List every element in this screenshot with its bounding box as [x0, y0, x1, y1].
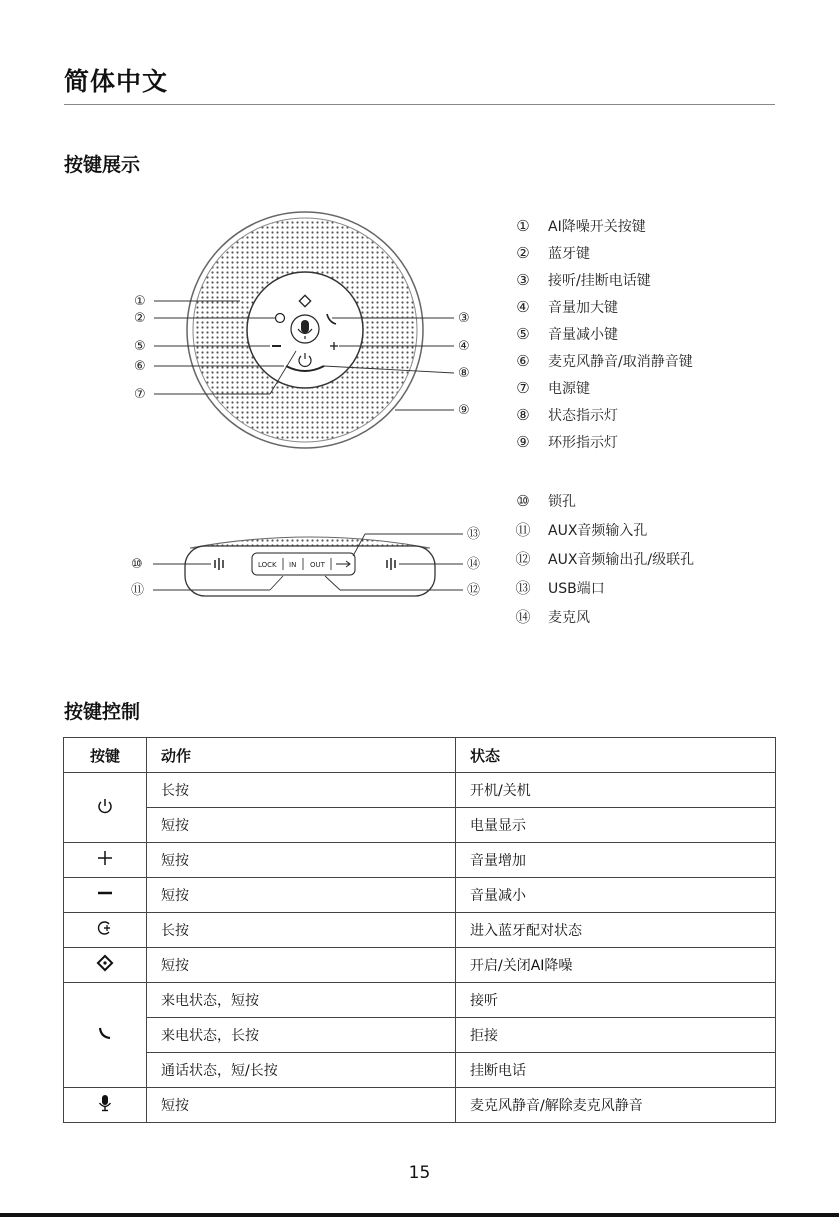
- key-cell: [64, 878, 147, 913]
- table-row: [64, 878, 776, 913]
- port-label-out: OUT: [310, 561, 325, 569]
- table-row: [64, 913, 776, 948]
- bottom-border: [0, 1213, 839, 1217]
- legend-num: ⑬: [515, 579, 531, 597]
- status-cell: 音量减小: [456, 878, 776, 913]
- phone-icon: [96, 1024, 114, 1042]
- callout-4: ④: [458, 339, 470, 354]
- legend-label: AUX音频输入孔: [548, 523, 648, 539]
- section-heading-buttons-control: 按键控制: [64, 701, 141, 723]
- key-cell: [64, 948, 147, 983]
- power-icon: [96, 797, 114, 815]
- legend-num: ④: [516, 298, 530, 316]
- action-cell: 来电状态，长按: [147, 1018, 456, 1053]
- header-key: 按键: [64, 738, 147, 773]
- callout-3: ③: [458, 311, 470, 326]
- key-cell: [64, 773, 147, 843]
- status-cell: 麦克风静音/解除麦克风静音: [456, 1088, 776, 1123]
- legend-label: 音量加大键: [548, 300, 618, 316]
- legend-label: AUX音频输出孔/级联孔: [548, 552, 695, 568]
- legend-label: 蓝牙键: [548, 246, 590, 262]
- action-cell: 短按: [147, 948, 456, 983]
- legend-num: ⑩: [516, 492, 530, 510]
- page-number: 15: [408, 1163, 431, 1183]
- ai-noise-icon: [96, 954, 114, 972]
- key-cell: [64, 1088, 147, 1123]
- table-row: [64, 808, 776, 843]
- key-cell: [64, 843, 147, 878]
- legend-num: ⑦: [516, 379, 530, 397]
- action-cell: 短按: [147, 1088, 456, 1123]
- legend-label: 锁孔: [548, 494, 576, 510]
- table-row: [64, 1053, 776, 1088]
- callout-11: ⑪: [131, 583, 145, 598]
- callout-1: ①: [134, 294, 146, 309]
- callout-5: ⑤: [134, 339, 146, 354]
- legend-num: ⑤: [516, 325, 530, 343]
- legend-num: ⑪: [515, 521, 531, 539]
- table-row: [64, 1018, 776, 1053]
- legend-label: 麦克风静音/取消静音键: [548, 354, 693, 370]
- legend-label: 接听/挂断电话键: [548, 273, 651, 289]
- legend-label: 音量减小键: [548, 327, 618, 343]
- status-cell: 进入蓝牙配对状态: [456, 913, 776, 948]
- table-row: [64, 948, 776, 983]
- action-cell: 来电状态，短按: [147, 983, 456, 1018]
- legend-num: ⑨: [516, 433, 530, 451]
- callout-6: ⑥: [134, 359, 146, 374]
- section-heading-buttons-display: 按键展示: [64, 154, 141, 176]
- status-cell: 挂断电话: [456, 1053, 776, 1088]
- legend-label: 麦克风: [548, 610, 590, 626]
- minus-icon: [96, 884, 114, 902]
- status-cell: 音量增加: [456, 843, 776, 878]
- legend-num: ②: [516, 244, 530, 262]
- callout-13: ⑬: [467, 527, 481, 542]
- action-cell: 短按: [147, 808, 456, 843]
- action-cell: 通话状态，短/长按: [147, 1053, 456, 1088]
- action-cell: 短按: [147, 843, 456, 878]
- bluetooth-pair-icon: [96, 919, 114, 937]
- legend-label: 环形指示灯: [548, 435, 618, 451]
- legend-num: ⑫: [515, 550, 531, 568]
- key-cell: [64, 913, 147, 948]
- action-cell: 短按: [147, 878, 456, 913]
- legend-num: ⑭: [515, 608, 531, 626]
- port-label-in: IN: [289, 561, 297, 569]
- plus-icon: [96, 849, 114, 867]
- status-cell: 开机/关机: [456, 773, 776, 808]
- key-cell: [64, 983, 147, 1088]
- legend-num: ⑥: [516, 352, 530, 370]
- callout-8: ⑧: [458, 366, 470, 381]
- table-row: [64, 983, 776, 1018]
- legend-num: ①: [516, 217, 530, 235]
- table-header-row: [64, 738, 776, 773]
- status-cell: 拒接: [456, 1018, 776, 1053]
- status-cell: 电量显示: [456, 808, 776, 843]
- callout-7: ⑦: [134, 387, 146, 402]
- port-label-lock: LOCK: [258, 561, 277, 569]
- table-row: [64, 773, 776, 808]
- header-action: 动作: [147, 738, 456, 773]
- speaker-top-view-diagram: [120, 205, 500, 465]
- button-control-table: [63, 737, 776, 1123]
- callout-14: ⑭: [467, 557, 481, 572]
- legend-label: AI降噪开关按键: [548, 219, 646, 235]
- legend-label: USB端口: [548, 581, 605, 597]
- callout-2: ②: [134, 311, 146, 326]
- status-cell: 开启/关闭AI降噪: [456, 948, 776, 983]
- action-cell: 长按: [147, 773, 456, 808]
- page-title: 简体中文: [64, 67, 169, 96]
- callout-10: ⑩: [131, 557, 143, 572]
- callout-9: ⑨: [458, 403, 470, 418]
- callout-12: ⑫: [467, 583, 481, 598]
- status-cell: 接听: [456, 983, 776, 1018]
- legend-num: ⑧: [516, 406, 530, 424]
- table-row: [64, 1088, 776, 1123]
- legend-num: ③: [516, 271, 530, 289]
- title-divider: [64, 104, 775, 105]
- header-status: 状态: [456, 738, 776, 773]
- legend-label: 状态指示灯: [548, 408, 618, 424]
- table-row: [64, 843, 776, 878]
- legend-label: 电源键: [548, 381, 590, 397]
- action-cell: 长按: [147, 913, 456, 948]
- speaker-side-view-diagram: [125, 518, 495, 608]
- microphone-icon: [96, 1094, 114, 1112]
